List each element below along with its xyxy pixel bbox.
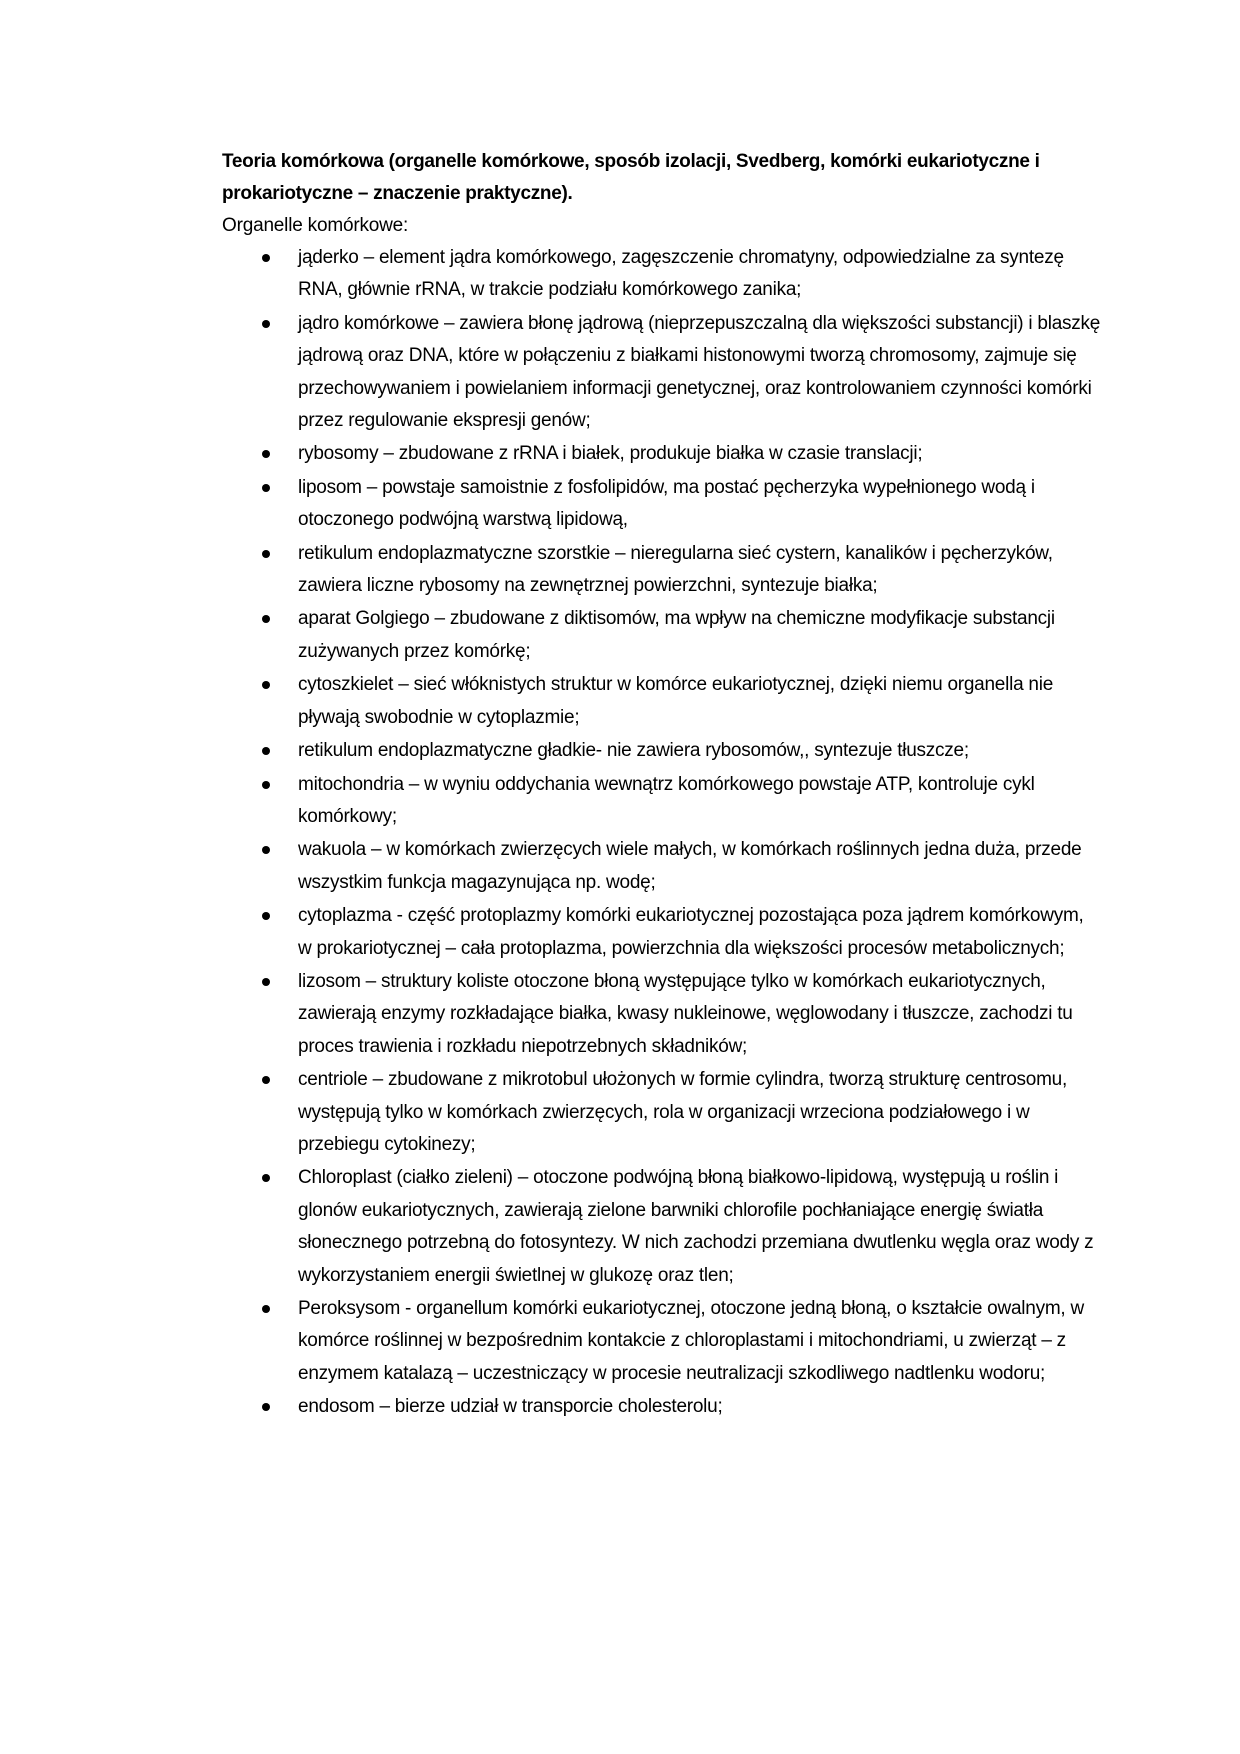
list-item-text: cytoszkielet – sieć włóknistych struktur w komórce eukariotycznej, dzięki niemu organella nie pływają swobodnie w cytoplazmie; <box>298 674 1054 728</box>
bullet-icon <box>262 484 270 492</box>
bullet-icon <box>262 978 270 986</box>
list-item <box>222 669 1102 734</box>
list-item <box>222 242 1102 307</box>
list-item-text: jąderko – element jądra komórkowego, zagęszczenie chromatyny, odpowiedzialne za syntezę RNA, głównie rRNA, w trakcie podziału komórkowego zanika; <box>298 247 1064 301</box>
bullet-icon <box>262 550 270 558</box>
list-item-text: Chloroplast (ciałko zieleni) – otoczone podwójną błoną białkowo-lipidową, występują u roślin i glonów eukariotycznych, zawierają zielone barwniki chlorofile pochłaniające energię światła słonecznego potrzebną do fotosyntezy. W nich zachodzi przemiana dwutlenku węgla oraz wody z wykorzystaniem energii świetlnej w glukozę oraz tlen; <box>298 1167 1094 1286</box>
bullet-icon <box>262 846 270 854</box>
list-item <box>222 1293 1102 1390</box>
bullet-icon <box>262 450 270 458</box>
list-item-text: lizosom – struktury koliste otoczone błoną występujące tylko w komórkach eukariotycznych, zawierają enzymy rozkładające białka, kwasy nukleinowe, węglowodany i tłuszcze, zachodzi tu proces trawienia i rozkładu niepotrzebnych składników; <box>298 970 1073 1057</box>
list-item-text: jądro komórkowe – zawiera błonę jądrową (nieprzepuszczalną dla większości substancji) i blaszkę jądrową oraz DNA, które w połączeniu z białkami histonowymi tworzą chromosomy, zajmuje się przechowywaniem i powielaniem informacji genetycznej, oraz kontrolowaniem czynności komórki przez regulowanie ekspresji genów; <box>298 312 1101 432</box>
bullet-icon <box>262 912 270 920</box>
bullet-icon <box>262 1403 270 1411</box>
list-item-text: mitochondria – w wyniu oddychania wewnątrz komórkowego powstaje ATP, kontroluje cykl komórkowy; <box>298 773 1035 827</box>
list-item <box>222 438 1102 470</box>
list-item <box>222 1064 1102 1161</box>
document-title: Teoria komórkowa (organelle komórkowe, sposób izolacji, Svedberg, komórki eukariotyczne i prokariotyczne – znaczenie praktyczne). <box>222 151 1040 204</box>
list-item-text: retikulum endoplazmatyczne szorstkie – nieregularna sieć cystern, kanalików i pęcherzyków, zawiera liczne rybosomy na zewnętrznej powierzchni, syntezuje białka; <box>298 542 1053 597</box>
list-item <box>222 769 1102 834</box>
document-content <box>222 146 1102 1425</box>
section-label: Organelle komórkowe: <box>222 215 409 236</box>
list-item-text: aparat Golgiego – zbudowane z diktisomów, ma wpływ na chemiczne modyfikacje substancji zużywanych przez komórkę; <box>298 608 1055 662</box>
bullet-icon <box>262 1174 270 1182</box>
list-item-text: liposom – powstaje samoistnie z fosfolipidów, ma postać pęcherzyka wypełnionego wodą i otoczonego podwójną warstwą lipidową, <box>298 476 1035 531</box>
list-item <box>222 966 1102 1063</box>
list-item-text: Peroksysom - organellum komórki eukariotycznej, otoczone jedną błoną, o kształcie owalnym, w komórce roślinnej w bezpośrednim kontakcie z chloroplastami i mitochondriami, u zwierząt – z enzymem katalazą – uczestniczący w procesie neutralizacji szkodliwego nadtlenku wodoru; <box>298 1298 1084 1384</box>
bullet-icon <box>262 320 270 328</box>
list-item <box>222 308 1102 438</box>
list-item <box>222 538 1102 603</box>
list-item <box>222 834 1102 899</box>
list-item <box>222 735 1102 767</box>
bullet-icon <box>262 615 270 623</box>
list-item-text: rybosomy – zbudowane z rRNA i białek, produkuje białka w czasie translacji; <box>298 443 923 465</box>
bullet-icon <box>262 681 270 689</box>
bullet-icon <box>262 747 270 755</box>
bullet-icon <box>262 781 270 789</box>
list-item-text: centriole – zbudowane z mikrotobul ułożonych w formie cylindra, tworzą strukturę centrosomu, występują tylko w komórkach zwierzęcych, rola w organizacji wrzeciona podziałowego i w przebiegu cytokinezy; <box>298 1069 1068 1155</box>
list-item-text: endosom – bierze udział w transporcie cholesterolu; <box>298 1396 723 1418</box>
organelle-list <box>222 242 1102 1424</box>
bullet-icon <box>262 254 270 262</box>
bullet-icon <box>262 1305 270 1313</box>
bullet-icon <box>262 1076 270 1084</box>
list-item-text: cytoplazma - część protoplazmy komórki eukariotycznej pozostająca poza jądrem komórkowym, w prokariotycznej – cała protoplazma, powierzchnia dla większości procesów metabolicznych; <box>298 905 1084 959</box>
list-item-text: retikulum endoplazmatyczne gładkie- nie zawiera rybosomów,, syntezuje tłuszcze; <box>298 740 969 762</box>
list-item <box>222 603 1102 668</box>
list-item <box>222 900 1102 965</box>
list-item-text: wakuola – w komórkach zwierzęcych wiele małych, w komórkach roślinnych jedna duża, przede wszystkim funkcja magazynująca np. wodę; <box>298 839 1082 893</box>
list-item <box>222 1391 1102 1423</box>
list-item <box>222 1162 1102 1292</box>
list-item <box>222 472 1102 537</box>
